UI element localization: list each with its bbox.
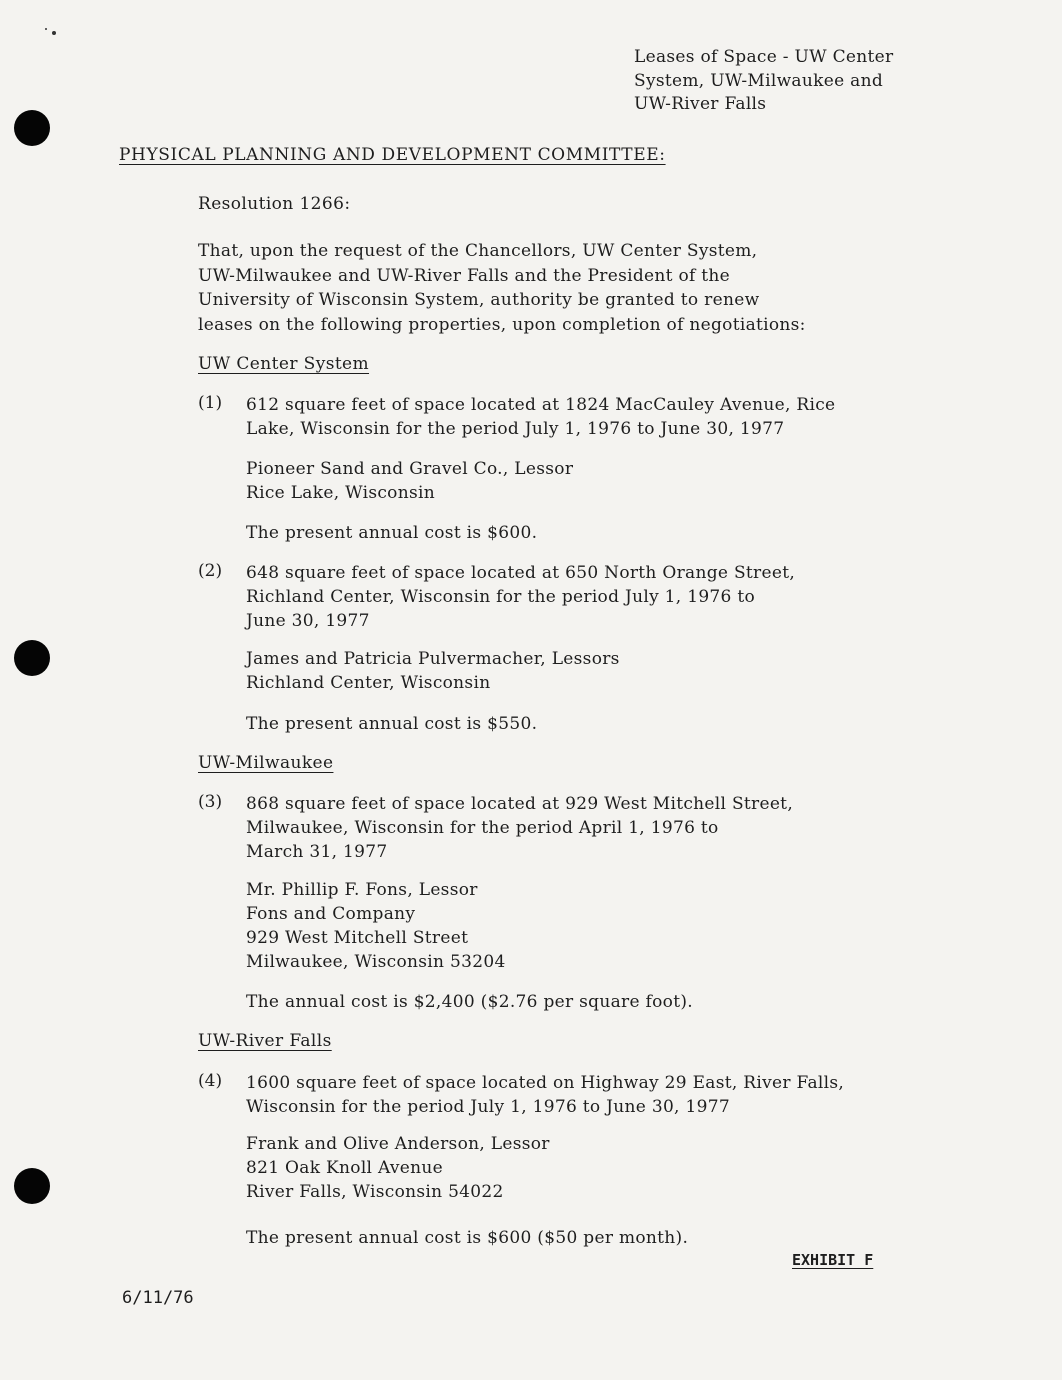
item-description	[246, 393, 835, 441]
lessor-line: Milwaukee, Wisconsin 53204	[246, 952, 506, 972]
desc-line: Lake, Wisconsin for the period July 1, 1976 to June 30, 1977	[246, 419, 785, 439]
item-cost: The present annual cost is $550.	[246, 714, 538, 734]
item-cost: The annual cost is $2,400 ($2.76 per square foot).	[246, 992, 693, 1012]
item-description	[246, 561, 795, 633]
item-number: (3)	[198, 792, 223, 812]
header-line: Leases of Space - UW Center	[634, 47, 894, 67]
intro-line: UW-Milwaukee and UW-River Falls and the President of the	[198, 265, 731, 286]
item-cost: The present annual cost is $600 ($50 per month).	[246, 1228, 689, 1248]
section-heading-river-falls: UW-River Falls	[198, 1031, 332, 1051]
document-header	[634, 46, 893, 117]
item-number: (2)	[198, 561, 223, 581]
punch-hole-middle	[14, 640, 50, 676]
speck-mark	[52, 31, 56, 35]
lessor-line: Frank and Olive Anderson, Lessor	[246, 1134, 550, 1154]
lessor-line: Mr. Phillip F. Fons, Lessor	[246, 880, 478, 900]
intro-line: leases on the following properties, upon completion of negotiations:	[198, 314, 806, 335]
header-line: System, UW-Milwaukee and	[634, 70, 884, 91]
item-number: (4)	[198, 1071, 223, 1091]
item-cost: The present annual cost is $600.	[246, 523, 538, 543]
item-lessor	[246, 457, 573, 505]
desc-line: 612 square feet of space located at 1824 MacCauley Avenue, Rice	[246, 395, 836, 415]
resolution-number: Resolution 1266:	[198, 194, 351, 214]
punch-hole-bottom	[14, 1168, 50, 1204]
desc-line: June 30, 1977	[246, 611, 370, 631]
document-date: 6/11/76	[122, 1288, 194, 1308]
item-lessor	[246, 878, 506, 974]
desc-line: 868 square feet of space located at 929 West Mitchell Street,	[246, 794, 794, 814]
punch-hole-top	[14, 110, 50, 146]
intro-line: That, upon the request of the Chancellors, UW Center System,	[198, 241, 758, 261]
lessor-line: James and Patricia Pulvermacher, Lessors	[246, 649, 620, 669]
desc-line: Milwaukee, Wisconsin for the period April 1, 1976 to	[246, 818, 719, 838]
intro-line: University of Wisconsin System, authority be granted to renew	[198, 290, 760, 310]
section-heading-center: UW Center System	[198, 354, 370, 374]
item-lessor	[246, 647, 620, 695]
lessor-line: River Falls, Wisconsin 54022	[246, 1182, 504, 1202]
exhibit-label: EXHIBIT F	[792, 1251, 874, 1269]
item-description	[246, 792, 793, 864]
committee-heading: PHYSICAL PLANNING AND DEVELOPMENT COMMITTEE:	[119, 145, 666, 165]
desc-line: 1600 square feet of space located on Highway 29 East, River Falls,	[246, 1073, 845, 1093]
item-lessor	[246, 1132, 550, 1204]
lessor-line: Fons and Company	[246, 904, 416, 924]
desc-line: March 31, 1977	[246, 842, 388, 862]
resolution-intro	[198, 239, 806, 337]
item-number: (1)	[198, 393, 223, 413]
lessor-line: 821 Oak Knoll Avenue	[246, 1158, 444, 1178]
lessor-line: 929 West Mitchell Street	[246, 928, 469, 948]
lessor-line: Rice Lake, Wisconsin	[246, 483, 435, 503]
desc-line: 648 square feet of space located at 650 North Orange Street,	[246, 563, 796, 583]
desc-line: Richland Center, Wisconsin for the period July 1, 1976 to	[246, 587, 756, 607]
speck-mark-2	[45, 28, 47, 30]
item-description	[246, 1071, 844, 1119]
header-line: UW-River Falls	[634, 94, 767, 114]
lessor-line: Richland Center, Wisconsin	[246, 673, 491, 693]
section-heading-milwaukee: UW-Milwaukee	[198, 753, 334, 773]
desc-line: Wisconsin for the period July 1, 1976 to June 30, 1977	[246, 1097, 730, 1117]
lessor-line: Pioneer Sand and Gravel Co., Lessor	[246, 459, 574, 479]
